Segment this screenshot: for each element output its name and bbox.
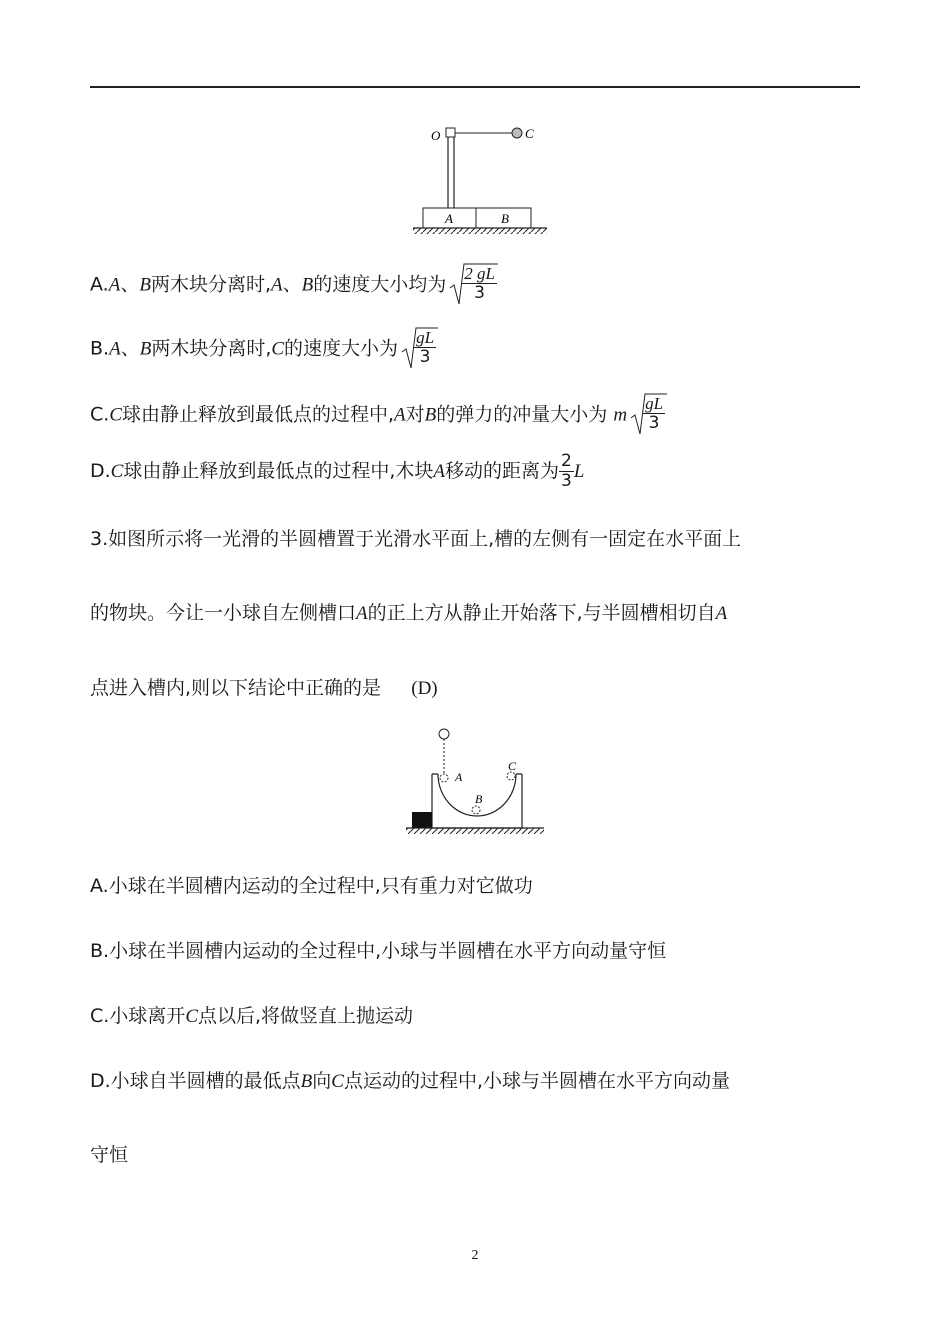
sqrt-2gl-3: $\frac{2 gL}{3}$ [448, 262, 498, 308]
page-number: 2 [471, 1248, 479, 1263]
q2-option-b: B.A、B两木块分离时,C的速度大小为 $\frac{gL}{3}$ [90, 326, 438, 372]
q3-line-2: 的物块。今让一小球自左侧槽口A的正上方从静止开始落下,与半圆槽相切自A [90, 602, 728, 624]
figure-stand-blocks [405, 118, 555, 240]
sqrt-gl-3: $\frac{gL}{3}$ [629, 392, 667, 438]
q2-option-d: D.C球由静止释放到最低点的过程中,木块A移动的距离为 $\frac{2}{3}$ L [90, 451, 585, 491]
q3-line-1: 3.如图所示将一光滑的半圆槽置于光滑水平面上,槽的左侧有一固定在水平面上 [90, 528, 742, 550]
q3-option-d: D.小球自半圆槽的最低点B向C点运动的过程中,小球与半圆槽在水平方向动量 [90, 1070, 731, 1092]
q2-option-c: C.C球由静止释放到最低点的过程中,A对B的弹力的冲量大小为 m $\frac{gL}{3}$ [90, 392, 667, 438]
q3-option-d-continued: 守恒 [90, 1144, 129, 1166]
q3-line-3: 点进入槽内,则以下结论中正确的是 (D) [90, 677, 438, 699]
fig2-label-b: B [475, 792, 483, 806]
answer: (D) [411, 678, 438, 699]
header-rule [90, 86, 860, 88]
q3-option-a: A.小球在半圆槽内运动的全过程中,只有重力对它做功 [90, 875, 533, 897]
sqrt-gl-3: $\frac{gL}{3}$ [400, 326, 438, 372]
fig1-label-c: C [525, 126, 534, 141]
fig1-label-a: A [445, 211, 453, 226]
fig1-label-b: B [501, 211, 509, 226]
q3-option-b: B.小球在半圆槽内运动的全过程中,小球与半圆槽在水平方向动量守恒 [90, 940, 667, 962]
q2-option-a: A.A、B两木块分离时,A、B的速度大小均为 $\frac{2 gL}{3}$ [90, 262, 498, 308]
q3-option-c: C.小球离开C点以后,将做竖直上抛运动 [90, 1005, 414, 1027]
fig1-label-o: O [431, 128, 441, 143]
fig2-label-c: C [508, 759, 517, 773]
fraction-2-3: $\frac{2}{3}$ [561, 451, 572, 491]
fig2-label-a: A [455, 770, 463, 784]
figure-half-pipe [402, 726, 548, 836]
